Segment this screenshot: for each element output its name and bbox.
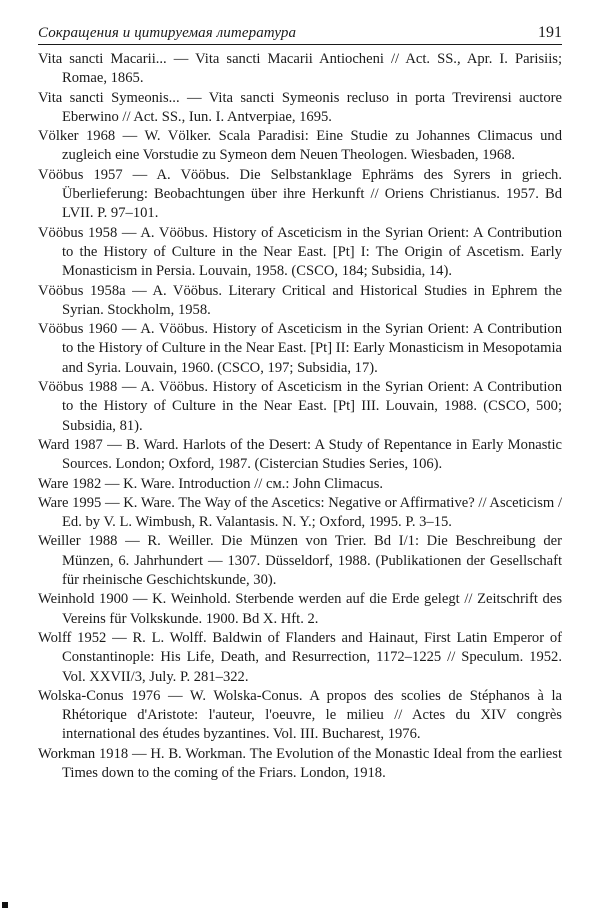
bibliography-entry: Vööbus 1957 — A. Vööbus. Die Selbstanklage Ephräms des Syrers in griech. Überlieferung: Beobachtungen über ihre Herkunft // Oriens Christianus. 1957. Bd LVII. P. 97–101. [38,166,562,222]
running-header [38,22,562,45]
bibliography-entry: Ward 1987 — B. Ward. Harlots of the Desert: A Study of Repentance in Early Monastic Sources. London; Oxford, 1987. (Cistercian Studies Series, 106). [38,436,562,473]
bibliography-entry: Vööbus 1958 — A. Vööbus. History of Asceticism in the Syrian Orient: A Contribution to the History of Culture in the Near East. [Pt] I: The Origin of Ascetism. Early Monasticism in Persia. Louvain, 1958. (CSCO, 184; Subsidia, 14). [38,224,562,280]
page-number: 191 [538,24,562,41]
header-title: Сокращения и цитируемая литература [38,25,297,41]
bibliography-entry: Weinhold 1900 — K. Weinhold. Sterbende werden auf die Erde gelegt // Zeitschrift des Vereins für Volkskunde. 1900. Bd X. Hft. 2. [38,591,562,627]
bibliography-entry: Workman 1918 — H. B. Workman. The Evolution of the Monastic Ideal from the earliest Times down to the coming of the Friars. London, 1918. [38,745,562,781]
bibliography-entry: Ware 1982 — K. Ware. Introduction // см.: John Climacus. [38,475,384,492]
bibliography-entry: Ware 1995 — K. Ware. The Way of the Ascetics: Negative or Affirmative? // Asceticism / Ed. by V. L. Wimbush, R. Valantasis. N. Y.; Oxford, 1995. P. 3–15. [38,494,562,531]
bibliography-entry: Völker 1968 — W. Völker. Scala Paradisi: Eine Studie zu Johannes Climacus und zugleich eine Vorstudie zu Symeon dem Neuen Theologen. Wiesbaden, 1968. [38,128,562,164]
bibliography-entry: Vööbus 1960 — A. Vööbus. History of Asceticism in the Syrian Orient: A Contribution to the History of Culture in the Near East. [Pt] II: Early Monasticism in Mesopotamia and Syria. Louvain, 1960. (CSCO, 197; Subsidia, 17). [38,321,562,376]
bibliography-entry: Wolff 1952 — R. L. Wolff. Baldwin of Flanders and Hainaut, First Latin Emperor of Constantinople: His Life, Death, and Resurrection, 1172–1225 // Speculum. 1952. Vol. XXVII/3, July. P. 281–322. [38,629,562,685]
bibliography-list [38,50,562,783]
bibliography-entry: Weiller 1988 — R. Weiller. Die Münzen von Trier. Bd I/1: Die Beschreibung der Münzen, 6. Jahrhundert — 1307. Düsseldorf, 1988. (Publikationen der Gesellschaft für rheinische Geschichtskunde, 30). [38,533,562,589]
bibliography-entry: Vööbus 1958a — A. Vööbus. Literary Critical and Historical Studies in Ephrem the Syrian. Stockholm, 1958. [38,282,562,318]
bibliography-entry: Vita sancti Macarii... — Vita sancti Macarii Antiocheni // Act. SS., Apr. I. Parisiis; Romae, 1865. [38,51,562,87]
bibliography-entry: Wolska-Conus 1976 — W. Wolska-Conus. A propos des scolies de Stéphanos à la Rhétorique d'Aristote: l'auteur, l'oeuvre, le milieu // Actes du XIV congrès international des études byzantines. Vol. III. Bucharest, 1976. [38,687,562,743]
bibliography-entry: Vita sancti Symeonis... — Vita sancti Symeonis recluso in porta Trevirensi auctore Eberwino // Act. SS., Iun. I. Antverpiae, 1695. [38,89,562,125]
scan-edge-mark [2,902,8,908]
bibliography-entry: Vööbus 1988 — A. Vööbus. History of Asceticism in the Syrian Orient: A Contribution to the History of Culture in the Near East. [Pt] III. Louvain, 1988. (CSCO, 500; Subsidia, 81). [38,379,562,434]
